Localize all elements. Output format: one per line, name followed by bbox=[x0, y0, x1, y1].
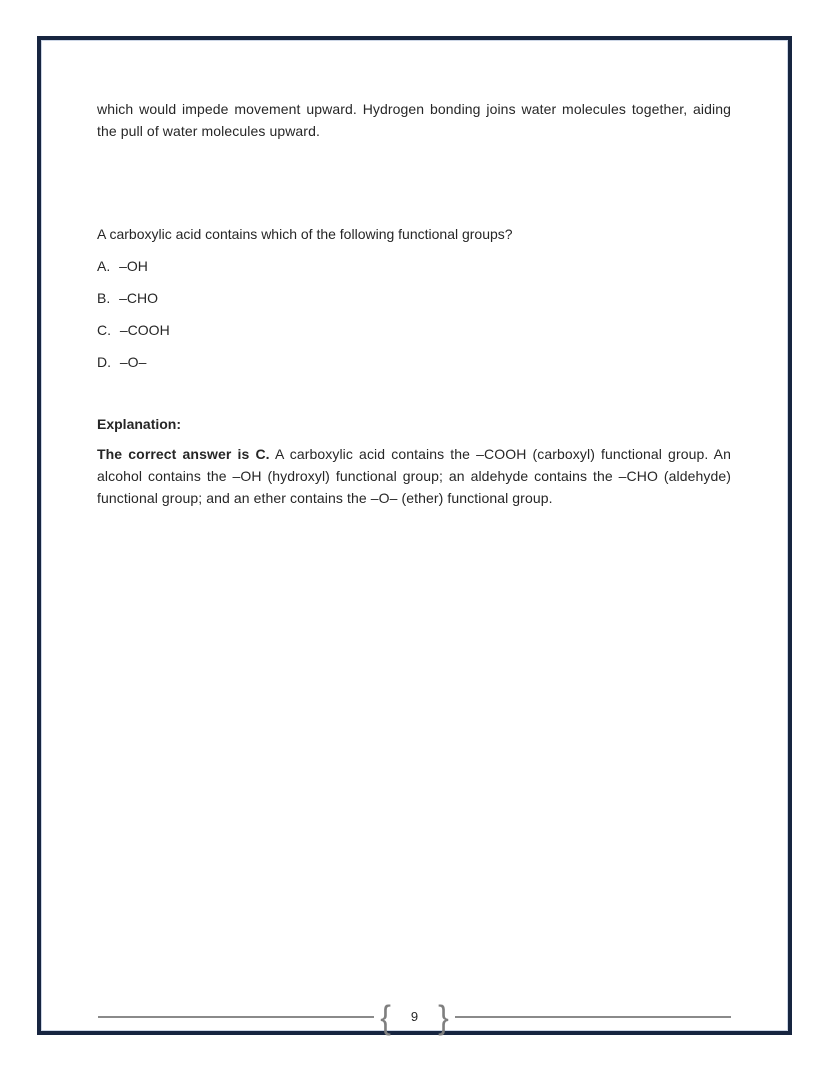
page-footer bbox=[98, 998, 731, 1036]
page-border-frame bbox=[37, 36, 792, 1035]
intro-paragraph: which would impede movement upward. Hydrogen bonding joins water molecules together, aiding the pull of water molecules upward. bbox=[97, 101, 731, 139]
footer-left-bracket-icon: { bbox=[380, 998, 391, 1036]
page-number: 9 bbox=[410, 1009, 419, 1024]
option-c-text: –COOH bbox=[119, 322, 170, 338]
footer-rule-right bbox=[455, 1016, 731, 1018]
footer-right-bracket-icon: } bbox=[438, 998, 449, 1036]
option-a bbox=[97, 255, 731, 277]
page-content bbox=[41, 40, 788, 1036]
option-b-text: –CHO bbox=[119, 290, 159, 306]
option-a-label: A. bbox=[97, 258, 111, 274]
option-d-label: D. bbox=[97, 354, 111, 370]
option-b bbox=[97, 287, 731, 309]
question-text: A carboxylic acid contains which of the following functional groups? bbox=[97, 226, 513, 242]
option-c bbox=[97, 319, 731, 341]
option-d bbox=[97, 351, 731, 373]
footer-rule-left bbox=[98, 1016, 374, 1018]
option-d-text: –O– bbox=[119, 354, 147, 370]
explanation-heading: Explanation: bbox=[97, 416, 182, 432]
explanation-paragraph bbox=[97, 443, 731, 509]
option-b-label: B. bbox=[97, 290, 111, 306]
option-a-text: –OH bbox=[119, 258, 148, 274]
explanation-lead-bold: The correct answer is C. bbox=[97, 446, 270, 462]
option-c-label: C. bbox=[97, 322, 111, 338]
explanation-body: A carboxylic acid contains the –COOH (carboxyl) functional group. An alcohol contains the –OH (hydroxyl) functional group; an aldehyde contains the –CHO (aldehyde) functional group; and an ether contains the –O– (ether) functional group. bbox=[97, 446, 731, 506]
